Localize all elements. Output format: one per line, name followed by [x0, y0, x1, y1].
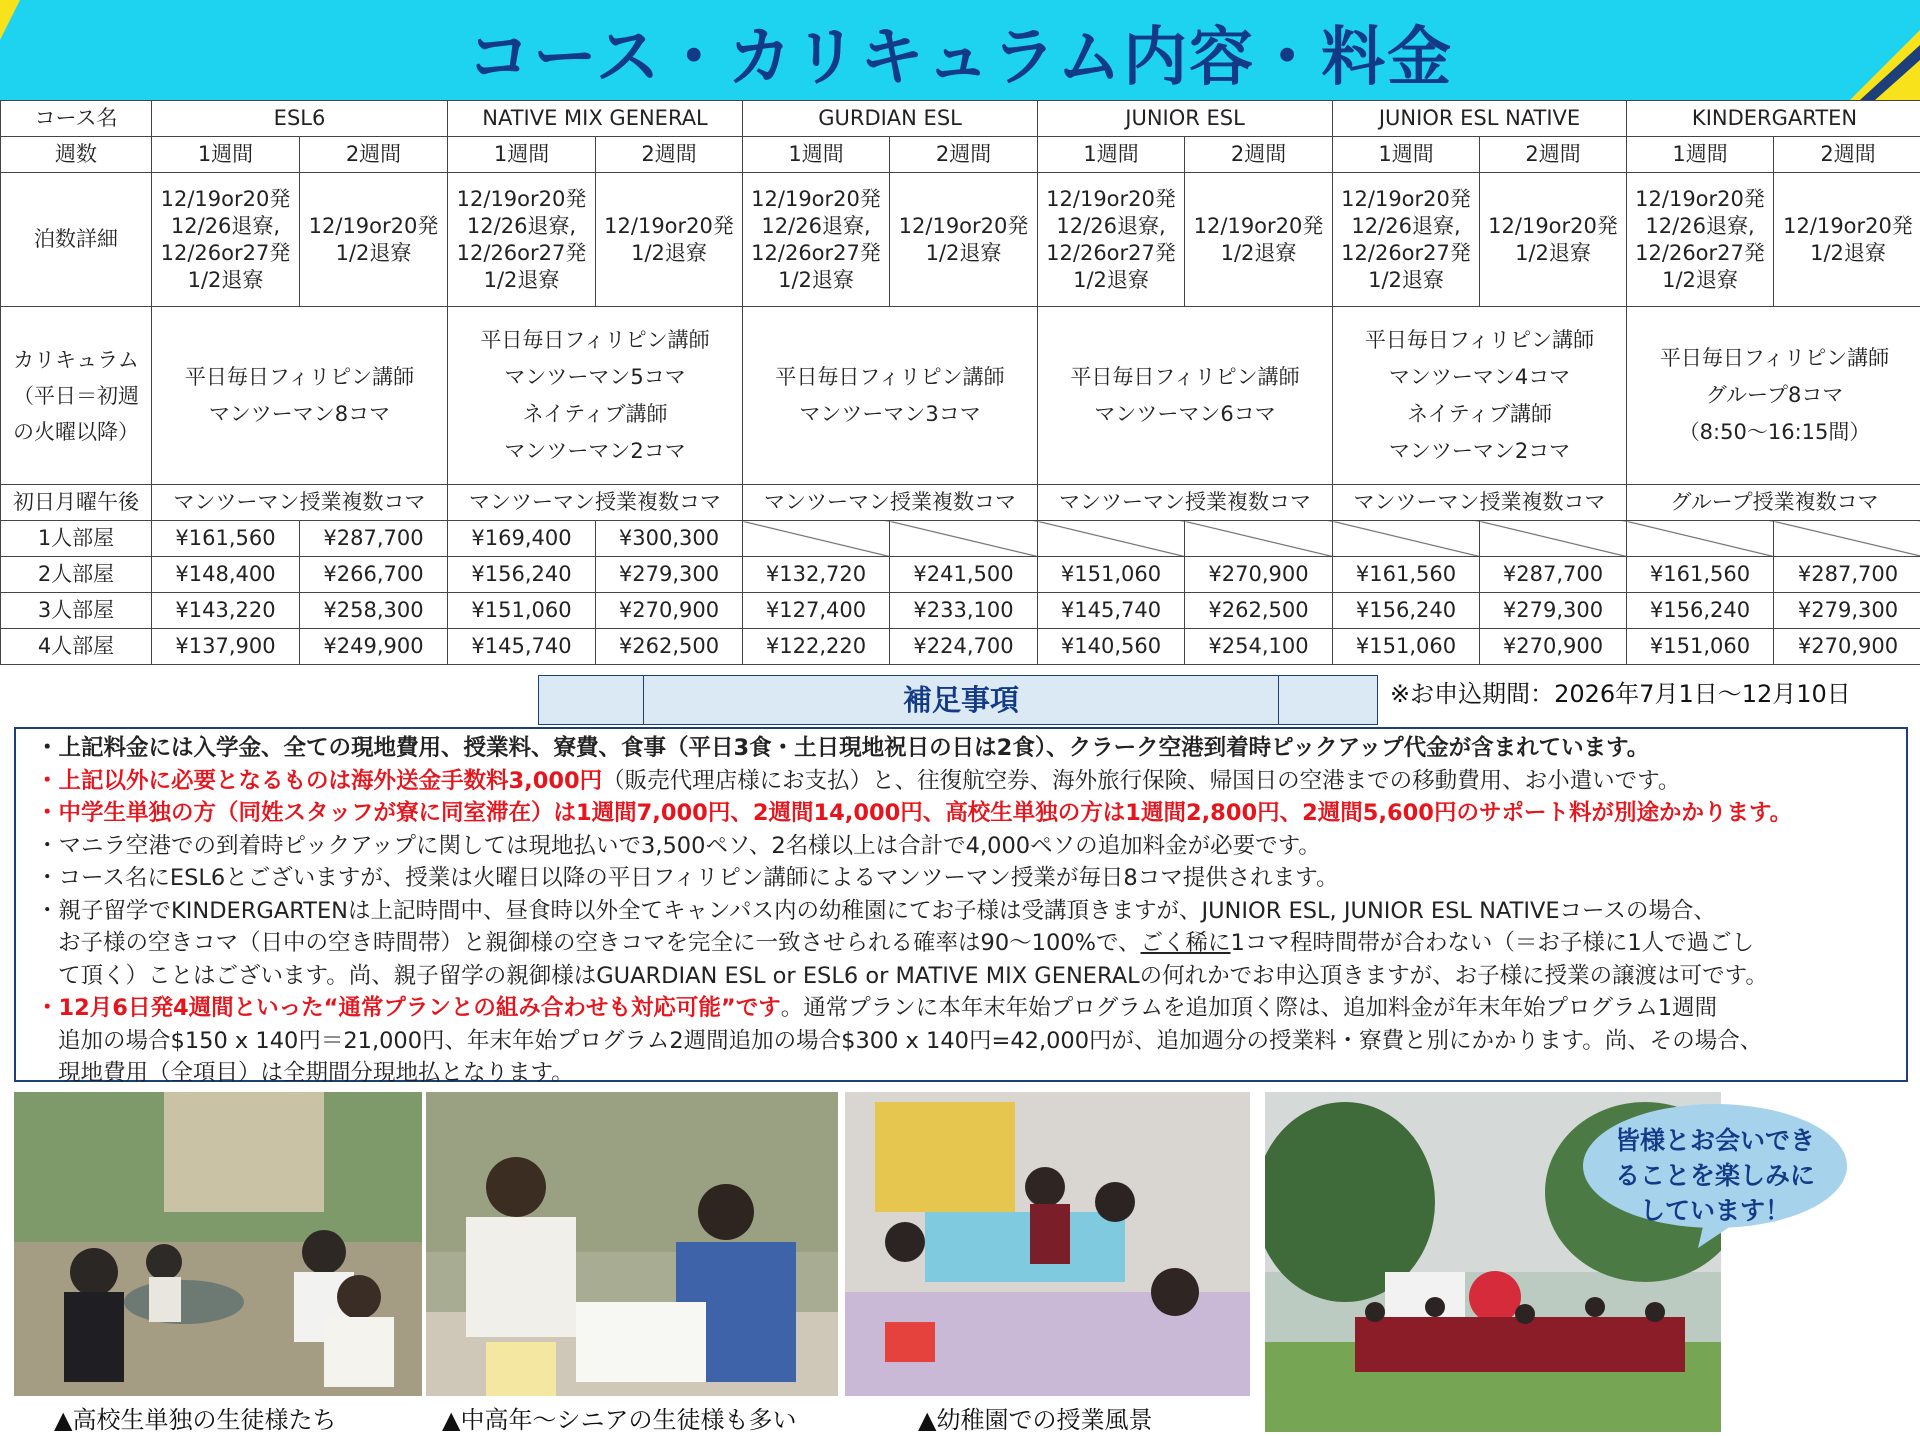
- stay-detail-2week: [300, 173, 448, 307]
- note-text: ・親子留学でKINDERGARTENは上記時間中、昼食時以外全てキャンパス内の幼稚園にてお子様は受講頂きますが、JUNIOR ESL, JUNIOR ESL NATIVEコースの場合、: [36, 897, 1716, 924]
- note-line: [36, 895, 1896, 928]
- monday-lesson: マンツーマン授業複数コマ: [1333, 485, 1627, 521]
- note-text: 現地費用（全項目）は全期間分現地払となります。: [58, 1060, 574, 1086]
- cell-line: 1/2退寮: [1368, 267, 1444, 292]
- supplement-heading: 補足事項: [643, 675, 1279, 725]
- not-available-cell: [1333, 521, 1480, 557]
- price-cell: ¥151,060: [1627, 629, 1774, 665]
- stay-detail-2week: [1480, 173, 1627, 307]
- note-text: ・12月6日発4週間といった“通常プランとの組み合わせも対応可能”です: [36, 995, 781, 1021]
- price-cell: ¥140,560: [1038, 629, 1185, 665]
- cell-line: 12/26退寮,: [761, 213, 871, 238]
- weeks-label: 週数: [1, 137, 152, 173]
- cell-line: 平日毎日フィリピン講師: [1364, 327, 1595, 352]
- price-cell: ¥132,720: [743, 557, 890, 593]
- note-text: ・上記以外に必要となるものは海外送金手数料3,000円: [36, 767, 603, 794]
- cell-line: 12/19or20発: [1341, 186, 1471, 211]
- photo-kindergarten: [845, 1092, 1250, 1396]
- course-name: ESL6: [152, 101, 448, 137]
- cell-line: マンツーマン4コマ: [1388, 364, 1571, 389]
- note-text: て頂く）ことはございます。尚、親子留学の親御様はGUARDIAN ESL or ESL6 or MATIVE MIX GENERALの何れかでお申込頂きますが、お子様に授業の譲渡は可です。: [58, 962, 1768, 989]
- week-2: 2週間: [890, 137, 1038, 173]
- price-row: [1, 557, 1920, 593]
- cell-line: グループ8コマ: [1705, 383, 1844, 407]
- stay-detail-1week: [152, 173, 300, 307]
- stay-detail-2week: [596, 173, 743, 307]
- curriculum-cell: [743, 307, 1038, 485]
- note-line: [36, 862, 1896, 895]
- week-2: 2週間: [596, 137, 743, 173]
- not-available-cell: [890, 521, 1038, 557]
- note-text: ・コース名にESL6とございますが、授業は火曜日以降の平日フィリピン講師によるマンツーマン授業が毎日8コマ提供されます。: [36, 865, 1339, 891]
- price-cell: ¥270,900: [1185, 557, 1333, 593]
- note-text: ・マニラ空港での到着時ピックアップに関しては現地払いで3,500ペソ、2名様以上は合計で4,000ペソの追加料金が必要です。: [36, 832, 1321, 859]
- price-cell: ¥262,500: [1185, 593, 1333, 629]
- cell-line: マンツーマン2コマ: [504, 438, 686, 463]
- price-cell: ¥148,400: [152, 557, 300, 593]
- not-available-cell: [1774, 521, 1920, 557]
- price-cell: ¥287,700: [300, 521, 448, 557]
- price-cell: ¥156,240: [448, 557, 596, 593]
- curriculum-cell: [1627, 307, 1920, 485]
- monday-label: 初日月曜午後: [1, 485, 152, 521]
- week-1: 1週間: [152, 137, 300, 173]
- stay-detail-1week: [448, 173, 596, 307]
- bubble-line: しています！: [1639, 1196, 1790, 1225]
- cell-line: ネイティブ講師: [522, 401, 668, 426]
- cell-line: 12/19or20発: [1488, 213, 1618, 238]
- price-cell: ¥145,740: [1038, 593, 1185, 629]
- week-1: 1週間: [743, 137, 890, 173]
- course-table: [0, 100, 1920, 665]
- application-period: ※お申込期間：2026年7月1日〜12月10日: [1390, 680, 1851, 708]
- note-text: （販売代理店様にお支払）と、往復航空券、海外旅行保険、帰国日の空港までの移動費用、お小遣いです。: [602, 767, 1681, 794]
- cell-line: 12/19or20発: [751, 186, 881, 211]
- week-1: 1週間: [1333, 137, 1480, 173]
- photo-students: [14, 1092, 422, 1396]
- caption-kindergarten: ▲幼稚園での授業風景: [918, 1406, 1153, 1434]
- price-cell: ¥270,900: [1774, 629, 1920, 665]
- cell-line: 平日毎日フィリピン講師: [1070, 364, 1300, 389]
- note-text: 。通常プランに本年末年始プログラムを追加頂く際は、追加料金が年末年始プログラム1週間: [780, 995, 1718, 1021]
- week-2: 2週間: [1480, 137, 1627, 173]
- note-line: [36, 797, 1896, 830]
- course-name: JUNIOR ESL NATIVE: [1333, 101, 1627, 137]
- monday-lesson: マンツーマン授業複数コマ: [743, 485, 1038, 521]
- cell-line: マンツーマン8コマ: [208, 401, 391, 426]
- stay-detail-2week: [1774, 173, 1920, 307]
- stay-label: 泊数詳細: [1, 173, 152, 307]
- price-cell: ¥143,220: [152, 593, 300, 629]
- cell-line: 1/2退寮: [1810, 240, 1886, 265]
- cell-line: 12/26退寮,: [1351, 213, 1461, 238]
- cell-line: 12/19or20発: [308, 213, 439, 238]
- note-text: お子様の空きコマ（日中の空き時間帯）と親御様の空きコマを完全に一致させられる確率は90〜100%で、: [58, 930, 1141, 956]
- price-cell: ¥161,560: [1627, 557, 1774, 593]
- course-name: NATIVE MIX GENERAL: [448, 101, 743, 137]
- course-name: JUNIOR ESL: [1038, 101, 1333, 137]
- price-cell: ¥156,240: [1627, 593, 1774, 629]
- week-2: 2週間: [1774, 137, 1920, 173]
- stay-detail-1week: [1627, 173, 1774, 307]
- stay-detail-1week: [1333, 173, 1480, 307]
- cell-line: ネイティブ講師: [1407, 401, 1552, 426]
- monday-lesson: マンツーマン授業複数コマ: [152, 485, 448, 521]
- monday-row: [1, 485, 1920, 521]
- not-available-cell: [743, 521, 890, 557]
- cell-line: 平日毎日フィリピン講師: [775, 364, 1005, 389]
- price-cell: ¥270,900: [1480, 629, 1627, 665]
- stay-detail-2week: [1185, 173, 1333, 307]
- price-cell: ¥266,700: [300, 557, 448, 593]
- price-cell: ¥145,740: [448, 629, 596, 665]
- cell-line: 平日毎日フィリピン講師: [1659, 346, 1890, 370]
- header-banner: [0, 0, 1920, 100]
- price-cell: ¥254,100: [1185, 629, 1333, 665]
- cell-line: マンツーマン6コマ: [1094, 401, 1276, 426]
- price-cell: ¥258,300: [300, 593, 448, 629]
- not-available-cell: [1038, 521, 1185, 557]
- cell-line: 12/19or20発: [1046, 186, 1176, 211]
- monday-lesson: グループ授業複数コマ: [1627, 485, 1920, 521]
- price-cell: ¥151,060: [1333, 629, 1480, 665]
- cell-line: 12/26or27発: [1341, 240, 1471, 265]
- price-cell: ¥151,060: [1038, 557, 1185, 593]
- price-cell: ¥233,100: [890, 593, 1038, 629]
- note-line: [36, 927, 1896, 960]
- week-2: 2週間: [1185, 137, 1333, 173]
- price-cell: ¥279,300: [1480, 593, 1627, 629]
- cell-line: マンツーマン2コマ: [1388, 438, 1571, 463]
- price-cell: ¥127,400: [743, 593, 890, 629]
- cell-line: 1/2退寮: [925, 240, 1002, 265]
- notes-box: [14, 727, 1908, 1086]
- note-text: ごく稀に: [1140, 930, 1231, 956]
- room-label: 2人部屋: [1, 557, 152, 593]
- note-line: [36, 992, 1896, 1025]
- course-row: [1, 101, 1920, 137]
- price-cell: ¥287,700: [1480, 557, 1627, 593]
- price-row: [1, 593, 1920, 629]
- curriculum-cell: [1038, 307, 1333, 485]
- page-title: コース・カリキュラム内容・料金: [466, 21, 1454, 95]
- week-1: 1週間: [1038, 137, 1185, 173]
- curriculum-row: [1, 307, 1920, 485]
- cell-line: 12/26退寮,: [1056, 213, 1166, 238]
- room-label: 1人部屋: [1, 521, 152, 557]
- price-cell: ¥262,500: [596, 629, 743, 665]
- price-cell: ¥122,220: [743, 629, 890, 665]
- price-cell: ¥249,900: [300, 629, 448, 665]
- room-label: 3人部屋: [1, 593, 152, 629]
- cell-line: 平日毎日フィリピン講師: [480, 327, 710, 352]
- not-available-cell: [1185, 521, 1333, 557]
- cell-line: 12/19or20発: [456, 186, 587, 211]
- note-line: [36, 1057, 1896, 1090]
- note-text: 1コマ程時間帯が合わない（＝お子様に1人で過ごし: [1230, 930, 1755, 956]
- price-cell: ¥161,560: [1333, 557, 1480, 593]
- price-cell: ¥137,900: [152, 629, 300, 665]
- cell-line: 1/2退寮: [778, 267, 854, 292]
- bubble-line: 皆様とお会いでき: [1614, 1126, 1815, 1155]
- note-line: [36, 732, 1896, 765]
- cell-line: 1/2退寮: [1515, 240, 1591, 265]
- cell-line: 1/2退寮: [1662, 267, 1738, 292]
- cell-line: マンツーマン3コマ: [799, 401, 981, 426]
- course-name: GURDIAN ESL: [743, 101, 1038, 137]
- cell-line: （平日＝初週: [13, 383, 139, 408]
- cell-line: 1/2退寮: [1220, 240, 1297, 265]
- bubble-line: ることを楽しみに: [1614, 1161, 1815, 1190]
- price-cell: ¥156,240: [1333, 593, 1480, 629]
- cell-line: 12/26退寮,: [1645, 213, 1755, 238]
- caption-students: ▲高校生単独の生徒様たち: [54, 1406, 337, 1434]
- supplement-header: [538, 675, 1378, 725]
- cell-line: マンツーマン5コマ: [504, 364, 686, 389]
- price-cell: ¥169,400: [448, 521, 596, 557]
- cell-line: 12/26退寮,: [466, 213, 577, 238]
- cell-line: （8:50〜16:15間）: [1678, 420, 1871, 444]
- curriculum-cell: [448, 307, 743, 485]
- note-text: 追加の場合$150 x 140円＝21,000円、年末年始プログラム2週間追加の場合$300 x 140円=42,000円が、追加週分の授業料・寮費と別にかかります。尚、その場合、: [58, 1027, 1763, 1054]
- cell-line: 12/26or27発: [160, 240, 291, 265]
- cell-line: 12/26or27発: [1635, 240, 1765, 265]
- stay-detail-1week: [743, 173, 890, 307]
- week-2: 2週間: [300, 137, 448, 173]
- cell-line: 12/19or20発: [1635, 186, 1765, 211]
- cell-line: 12/19or20発: [160, 186, 291, 211]
- course-label: コース名: [1, 101, 152, 137]
- week-1: 1週間: [448, 137, 596, 173]
- price-cell: ¥151,060: [448, 593, 596, 629]
- price-cell: ¥279,300: [1774, 593, 1920, 629]
- price-row: [1, 629, 1920, 665]
- cell-line: 12/26or27発: [1046, 240, 1176, 265]
- cell-line: 平日毎日フィリピン講師: [184, 364, 415, 389]
- stay-row: [1, 173, 1920, 307]
- bubble-message: [1580, 1123, 1850, 1228]
- cell-line: 12/19or20発: [1193, 213, 1324, 238]
- note-line: [36, 960, 1896, 993]
- note-text: ・上記料金には入学金、全ての現地費用、授業料、寮費、食事（平日3食・土日現地祝日の日は2食）、クラーク空港到着時ピックアップ代金が含まれています。: [36, 735, 1650, 761]
- price-cell: ¥279,300: [596, 557, 743, 593]
- price-row: [1, 521, 1920, 557]
- cell-line: 1/2退寮: [335, 240, 412, 265]
- not-available-cell: [1627, 521, 1774, 557]
- curriculum-label: [1, 307, 152, 485]
- note-line: [36, 1025, 1896, 1058]
- course-name: KINDERGARTEN: [1627, 101, 1920, 137]
- price-cell: ¥300,300: [596, 521, 743, 557]
- cell-line: の火曜以降）: [13, 419, 139, 444]
- week-1: 1週間: [1627, 137, 1774, 173]
- photo-seniors: [426, 1092, 838, 1396]
- cell-line: 12/19or20発: [604, 213, 734, 238]
- price-cell: ¥161,560: [152, 521, 300, 557]
- cell-line: 12/19or20発: [1783, 213, 1913, 238]
- cell-line: 12/26退寮,: [170, 213, 281, 238]
- price-cell: ¥270,900: [596, 593, 743, 629]
- cell-line: 12/26or27発: [751, 240, 881, 265]
- note-text: ・中学生単独の方（同姓スタッフが寮に同室滞在）は1週間7,000円、2週間14,000円、高校生単独の方は1週間2,800円、2週間5,600円のサポート料が別途かかります。: [36, 800, 1793, 826]
- note-line: [36, 830, 1896, 863]
- cell-line: 1/2退寮: [631, 240, 707, 265]
- weeks-row: [1, 137, 1920, 173]
- price-cell: ¥224,700: [890, 629, 1038, 665]
- cell-line: 1/2退寮: [483, 267, 560, 292]
- curriculum-cell: [152, 307, 448, 485]
- stay-detail-2week: [890, 173, 1038, 307]
- price-cell: ¥287,700: [1774, 557, 1920, 593]
- cell-line: 12/19or20発: [898, 213, 1029, 238]
- not-available-cell: [1480, 521, 1627, 557]
- cell-line: 12/26or27発: [456, 240, 587, 265]
- cell-line: 1/2退寮: [1073, 267, 1149, 292]
- cell-line: カリキュラム: [13, 347, 139, 372]
- stay-detail-1week: [1038, 173, 1185, 307]
- curriculum-cell: [1333, 307, 1627, 485]
- caption-seniors: ▲中高年〜シニアの生徒様も多い: [442, 1406, 797, 1434]
- cell-line: 1/2退寮: [187, 267, 264, 292]
- room-label: 4人部屋: [1, 629, 152, 665]
- note-line: [36, 765, 1896, 798]
- monday-lesson: マンツーマン授業複数コマ: [448, 485, 743, 521]
- monday-lesson: マンツーマン授業複数コマ: [1038, 485, 1333, 521]
- price-cell: ¥241,500: [890, 557, 1038, 593]
